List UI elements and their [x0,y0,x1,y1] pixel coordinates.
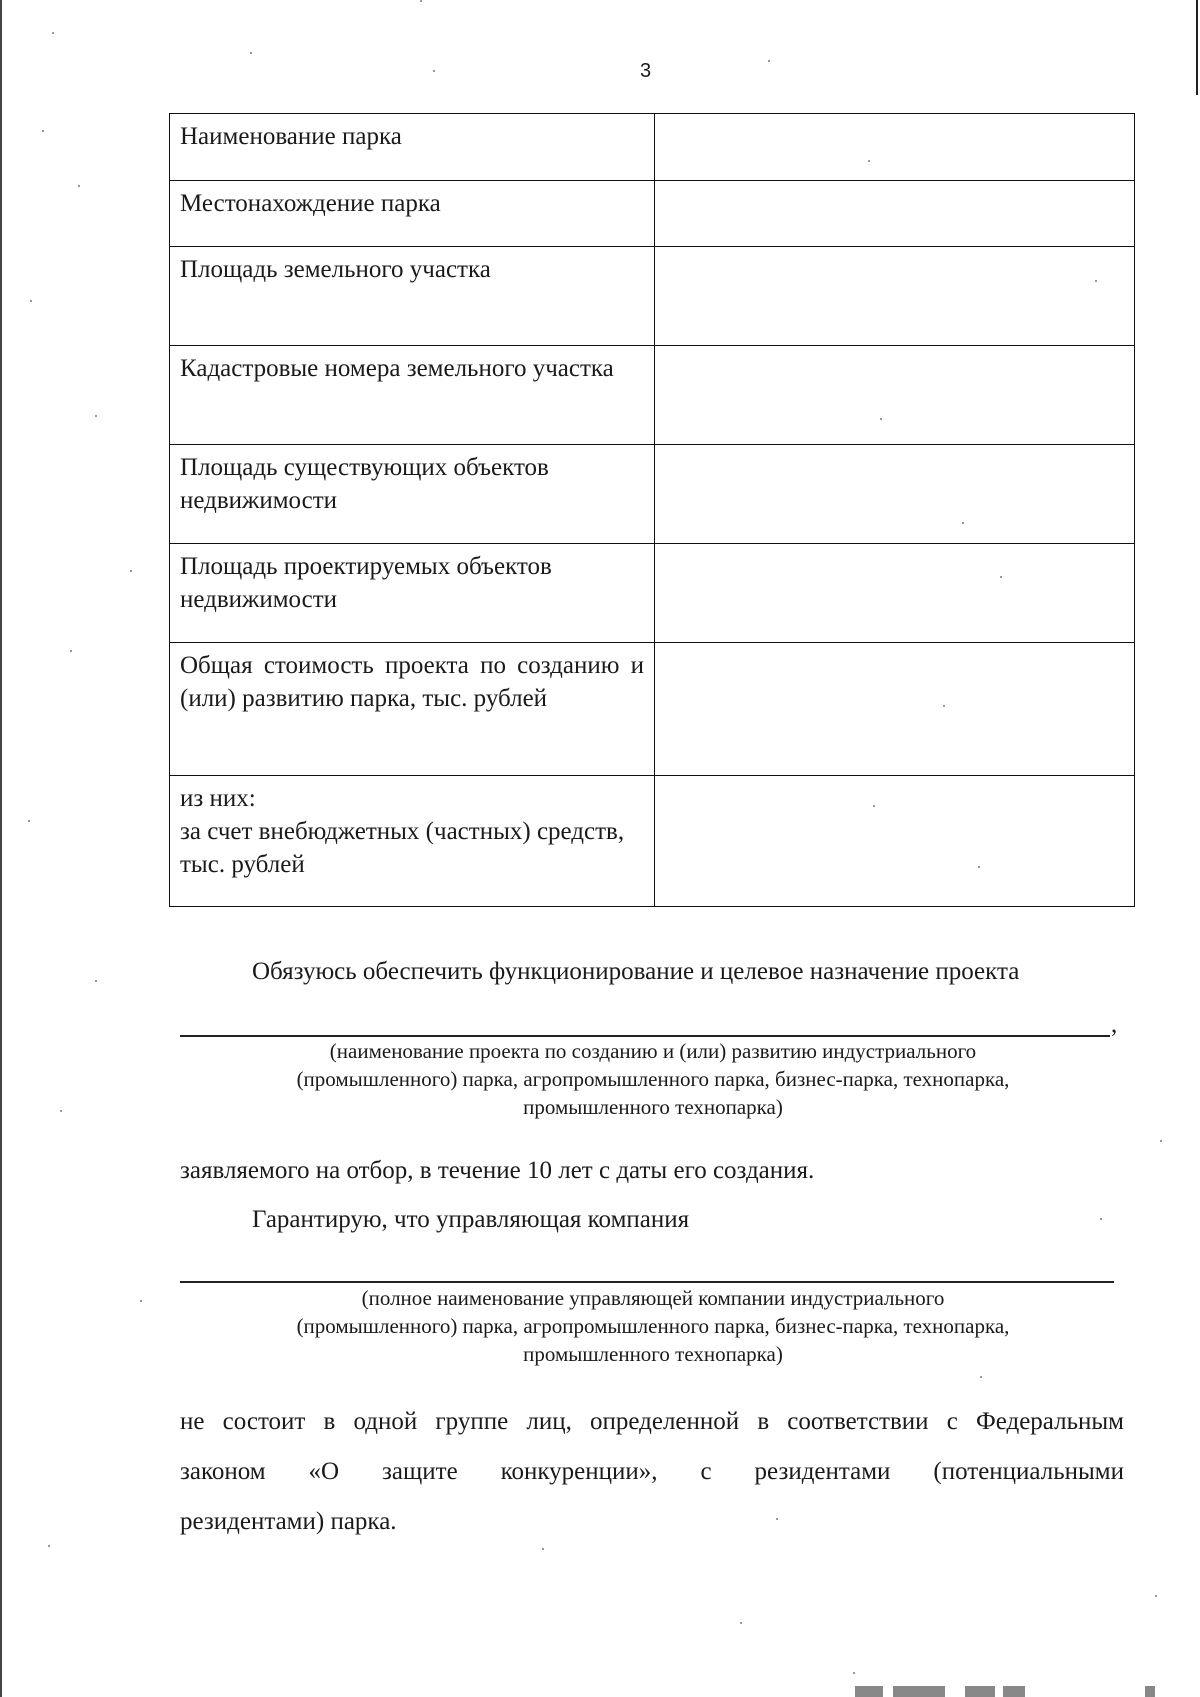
scan-speck [28,820,30,822]
company-name-caption-line-2: (промышленного) парка, агропромышленного парка, бизнес-парка, технопарка, [296,1314,1010,1338]
scan-speck [1000,576,1002,578]
scan-speck [868,160,870,162]
scan-speck [48,1545,50,1547]
scan-speck [962,522,964,524]
scan-speck [542,1548,544,1550]
row-label-private-funds [170,776,655,907]
project-name-caption-line-1: (наименование проекта по созданию и (или) развитию индустриального [329,1039,977,1063]
guarantee-text: Гарантирую, что управляющая компания [252,1206,690,1233]
footer-scan-fragment [855,1686,1155,1697]
scan-speck [30,300,32,302]
row-label-total-cost: Общая стоимость проекта по созданию и (или) развитию парка, тыс. рублей [170,643,655,776]
closing-line-3: резидентами) парка. [180,1508,397,1535]
scan-speck [1095,280,1097,282]
row-label-private-funds-intro: из них: [180,785,256,812]
scan-speck [853,1672,855,1674]
scan-speck [420,0,422,2]
project-name-caption-line-2: (промышленного) парка, агропромышленного парка, бизнес-парка, технопарка, [296,1067,1010,1091]
table-row [170,247,1135,346]
table-row [170,346,1135,445]
scan-speck [60,1110,62,1112]
table-row [170,643,1135,776]
scan-speck [433,70,435,72]
scan-speck [52,32,54,34]
page-number: 3 [640,60,652,82]
row-value-park-location[interactable] [655,181,1135,247]
company-name-caption-line-3: промышленного технопарка) [523,1342,783,1366]
row-label-land-area: Площадь земельного участка [170,247,655,346]
scan-speck [140,1300,142,1302]
row-value-existing-objects-area[interactable] [655,445,1135,544]
table-row [170,776,1135,907]
company-name-caption-line-1: (полное наименование управляющей компании индустриального [361,1286,945,1310]
row-value-total-cost[interactable] [655,643,1135,776]
scan-speck [740,1622,742,1624]
scan-speck [78,185,80,187]
scan-speck [980,1376,982,1378]
scan-speck [1100,1218,1102,1220]
commitment-continuation: заявляемого на отбор, в течение 10 лет с даты его создания. [180,1157,815,1184]
scan-speck [978,866,980,868]
table-row [170,445,1135,544]
scan-speck [95,980,97,982]
scan-speck [70,650,72,652]
scan-speck [873,805,875,807]
scan-speck [95,415,97,417]
row-value-private-funds[interactable] [655,776,1135,907]
scan-speck [768,60,770,62]
scan-speck [880,418,882,420]
closing-line-2: законом «О защите конкуренции», с резидентами (потенциальными [180,1458,1124,1485]
scan-speck [130,570,132,572]
table-row [170,181,1135,247]
scan-speck [42,130,44,132]
project-name-blank-comma: , [1111,1011,1118,1038]
scan-speck [776,1518,778,1520]
scan-left-edge [0,0,2,1697]
table-row [170,544,1135,643]
park-info-table [169,113,1135,907]
row-value-cadastral-numbers[interactable] [655,346,1135,445]
guarantee-closing-paragraph [180,1397,1124,1547]
commitment-text: Обязуюсь обеспечить функционирование и целевое назначение проекта [252,958,1020,985]
row-label-private-funds-text: за счет внебюджетных (частных) средств, тыс. рублей [180,818,625,878]
scan-speck [943,705,945,707]
row-label-existing-objects-area: Площадь существующих объектов недвижимости [170,445,655,544]
row-label-cadastral-numbers: Кадастровые номера земельного участка [170,346,655,445]
row-value-planned-objects-area[interactable] [655,544,1135,643]
row-label-park-location: Местонахождение парка [170,181,655,247]
scan-speck [1155,1595,1157,1597]
scan-speck [1160,1140,1162,1142]
scan-right-edge [1196,0,1198,95]
row-label-park-name: Наименование парка [170,114,655,181]
table-row [170,114,1135,181]
closing-line-1: не состоит в одной группе лиц, определенной в соответствии с Федеральным [180,1408,1124,1435]
row-value-land-area[interactable] [655,247,1135,346]
company-name-blank-line [180,1281,1114,1283]
row-label-planned-objects-area: Площадь проектируемых объектов недвижимости [170,544,655,643]
scan-speck [250,52,252,54]
project-name-caption-line-3: промышленного технопарка) [523,1095,783,1119]
row-value-park-name[interactable] [655,114,1135,181]
